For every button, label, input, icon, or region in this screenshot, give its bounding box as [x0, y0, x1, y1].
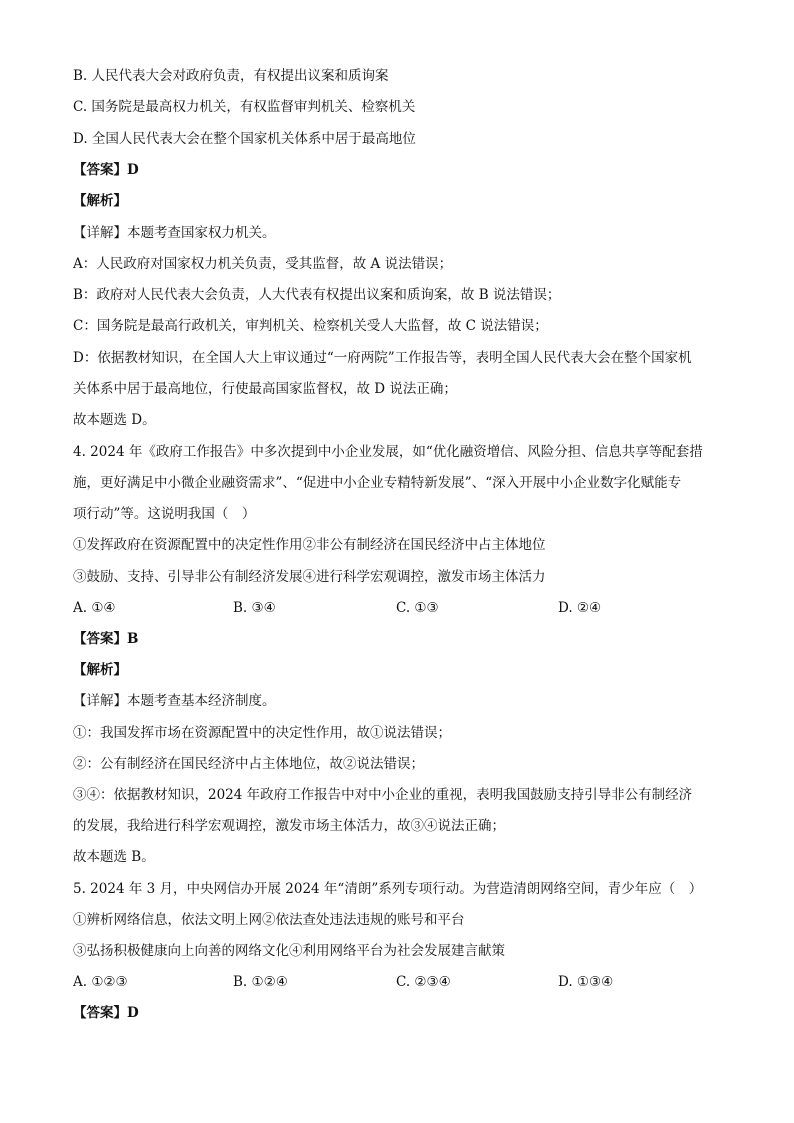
q4-detail-intro: 【详解】本题考查基本经济制度。 — [73, 693, 276, 709]
q4-stem-line2: 施，更好满足中小微企业融资需求”、“促进中小企业专精特新发展”、“深入开展中小企业数字化赋能专 — [73, 475, 682, 491]
q3-answer: 【答案】D — [73, 162, 139, 178]
q4-stem-line1: 4. 2024 年《政府工作报告》中多次提到中小企业发展，如“优化融资增信、风险分担、信息共享等配套措 — [73, 444, 703, 460]
q5-option-a: A. ①②③ — [73, 974, 128, 990]
q4-detail-2: ②：公有制经济在国民经济中占主体地位，故②说法错误； — [73, 756, 424, 772]
q3-conclusion: 故本题选 D。 — [73, 412, 156, 428]
q3-detail-d-line2: 关体系中居于最高地位，行使最高国家监督权，故 D 说法正确； — [73, 381, 457, 397]
q4-option-a: A. ①④ — [73, 600, 116, 616]
q5-option-d: D. ①③④ — [558, 974, 614, 990]
q4-option-b: B. ③④ — [233, 600, 276, 616]
q3-detail-a: A：人民政府对国家权力机关负责，受其监督，故 A 说法错误； — [73, 256, 453, 272]
q3-option-c: C. 国务院是最高权力机关，有权监督审判机关、检察机关 — [73, 99, 416, 115]
q3-detail-c: C：国务院是最高行政机关，审判机关、检察机关受人大监督，故 C 说法错误； — [73, 318, 548, 334]
q5-statements-3-4: ③弘扬积极健康向上向善的网络文化④利用网络平台为社会发展建言献策 — [73, 943, 505, 959]
q4-statements-1-2: ①发挥政府在资源配置中的决定性作用②非公有制经济在国民经济中占主体地位 — [73, 537, 546, 553]
q3-option-d: D. 全国人民代表大会在整个国家机关体系中居于最高地位 — [73, 131, 416, 147]
q3-detail-b: B：政府对人民代表大会负责，人大代表有权提出议案和质询案，故 B 说法错误； — [73, 287, 561, 303]
q5-stem: 5. 2024 年 3 月，中央网信办开展 2024 年“清朗”系列专项行动。为营造清朗网络空间，青少年应（ ） — [73, 881, 703, 897]
q5-options — [73, 973, 733, 991]
q5-answer: 【答案】D — [73, 1005, 139, 1021]
q4-option-c: C. ①③ — [396, 600, 439, 616]
q4-detail-34-line1: ③④：依据教材知识，2024 年政府工作报告中对中小企业的重视，表明我国鼓励支持引导非公有制经济 — [73, 787, 693, 803]
q3-analysis-heading: 【解析】 — [73, 193, 127, 209]
q5-option-c: C. ②③④ — [396, 974, 451, 990]
q4-detail-34-line2: 的发展，我给进行科学宏观调控，激发市场主体活力，故③④说法正确； — [73, 818, 505, 834]
q4-statements-3-4: ③鼓励、支持、引导非公有制经济发展④进行科学宏观调控，激发市场主体活力 — [73, 569, 546, 585]
q4-detail-1: ①：我国发挥市场在资源配置中的决定性作用，故①说法错误； — [73, 725, 451, 741]
q4-conclusion: 故本题选 B。 — [73, 849, 155, 865]
q4-analysis-heading: 【解析】 — [73, 662, 127, 678]
q5-option-b: B. ①②④ — [233, 974, 288, 990]
q4-stem-line3: 项行动”等。这说明我国（ ） — [73, 506, 256, 522]
q4-answer: 【答案】B — [73, 631, 139, 647]
q3-detail-intro: 【详解】本题考查国家权力机关。 — [73, 225, 276, 241]
q4-options — [73, 599, 733, 617]
q3-option-b: B. 人民代表大会对政府负责，有权提出议案和质询案 — [73, 68, 389, 84]
q3-detail-d-line1: D：依据教材知识，在全国人大上审议通过“一府两院”工作报告等，表明全国人民代表大会在整个国家机 — [73, 350, 692, 366]
q4-option-d: D. ②④ — [558, 600, 602, 616]
q5-statements-1-2: ①辨析网络信息，依法文明上网②依法查处违法违规的账号和平台 — [73, 912, 465, 928]
